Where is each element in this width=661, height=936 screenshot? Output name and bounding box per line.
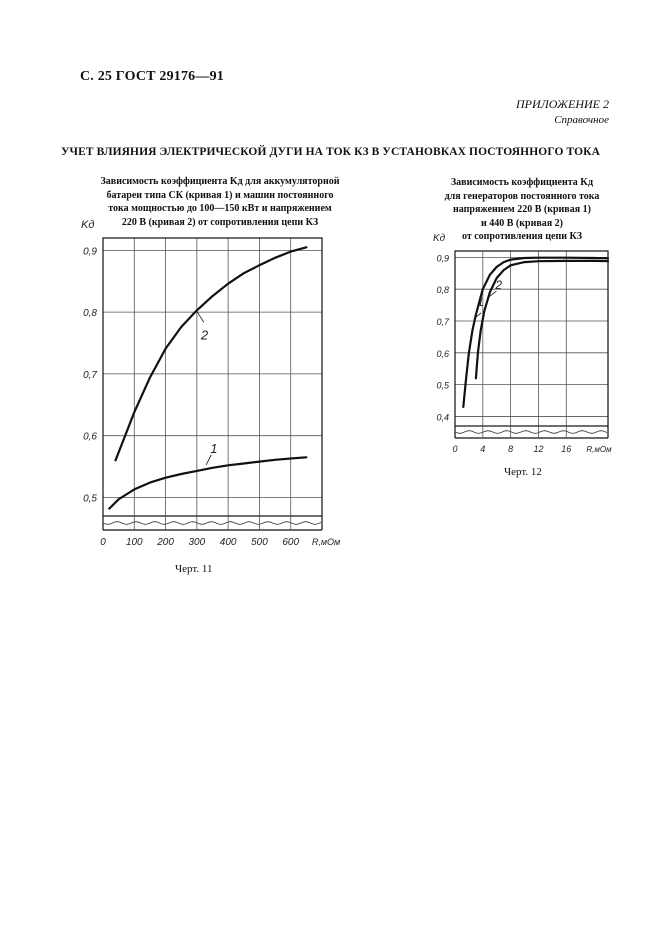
appendix-note: Справочное <box>554 114 609 126</box>
cap2-line: напряжением 220 В (кривая 1) <box>453 204 591 215</box>
x-tick-label: 4 <box>480 444 486 454</box>
x-tick-label: 300 <box>188 537 206 548</box>
y-tick-label: 0,9 <box>83 246 97 258</box>
axis-break-wave <box>455 431 607 434</box>
cap2-line: от сопротивления цепи КЗ <box>461 231 583 242</box>
series-1-label: 1 <box>210 440 218 456</box>
x-tick-label: 100 <box>125 537 143 548</box>
series-2-label: 2 <box>200 327 209 343</box>
x-tick-label: 0 <box>100 537 106 548</box>
x-tick-label: 400 <box>219 537 237 548</box>
series-2-label: 2 <box>495 278 503 293</box>
cap1-line: Зависимость коэффициента Kд для аккумуляторной <box>100 176 340 187</box>
x-tick-label: 500 <box>251 537 268 548</box>
cap1-line: тока мощностью до 100—150 кВт и напряжением <box>108 203 332 214</box>
y-tick-label: 0,9 <box>436 253 449 264</box>
x-tick-label: 600 <box>282 537 300 548</box>
x-axis-label: R,мОм <box>311 537 341 547</box>
x-tick-label: 200 <box>157 537 174 548</box>
y-tick-label: 0,7 <box>83 369 97 381</box>
appendix-title: ПРИЛОЖЕНИЕ 2 <box>516 97 609 111</box>
section-title: УЧЕТ ВЛИЯНИЯ ЭЛЕКТРИЧЕСКОЙ ДУГИ НА ТОК КЗ В УСТАНОВКАХ ПОСТОЯННОГО ТОКА <box>61 146 600 158</box>
x-tick-label: 8 <box>508 444 514 454</box>
page-header: С. 25 ГОСТ 29176—91 <box>80 69 224 84</box>
x-tick-label: 0 <box>452 444 458 454</box>
cap1-line: батареи типа СК (кривая 1) и машин постоянного <box>106 189 334 201</box>
y-tick-label: 0,6 <box>83 431 97 443</box>
x-tick-label: 16 <box>561 444 572 454</box>
cap2-line: и 440 В (кривая 2) <box>481 217 563 229</box>
x-axis-label: R,мОм <box>586 445 612 454</box>
y-tick-label: 0,5 <box>83 493 97 505</box>
y-tick-label: 0,8 <box>436 285 449 296</box>
y-tick-label: 0,6 <box>436 348 449 359</box>
y-axis-label: Kд <box>433 233 446 244</box>
y-axis-label: Kд <box>81 219 95 231</box>
cap1-line: 220 В (кривая 2) от сопротивления цепи КЗ <box>121 216 319 228</box>
y-tick-label: 0,7 <box>436 317 449 327</box>
figure2-label: Черт. 12 <box>504 466 542 478</box>
figure1-label: Черт. 11 <box>175 563 213 575</box>
plot-frame <box>455 251 608 426</box>
cap2-line: Зависимость коэффициента Kд <box>450 177 594 188</box>
x-tick-label: 12 <box>533 444 544 454</box>
y-tick-label: 0,5 <box>436 380 449 391</box>
y-tick-label: 0,8 <box>83 308 97 320</box>
y-tick-label: 0,4 <box>436 412 449 423</box>
series-1-label: 1 <box>477 294 484 309</box>
cap2-line: для генераторов постоянного тока <box>444 190 600 202</box>
